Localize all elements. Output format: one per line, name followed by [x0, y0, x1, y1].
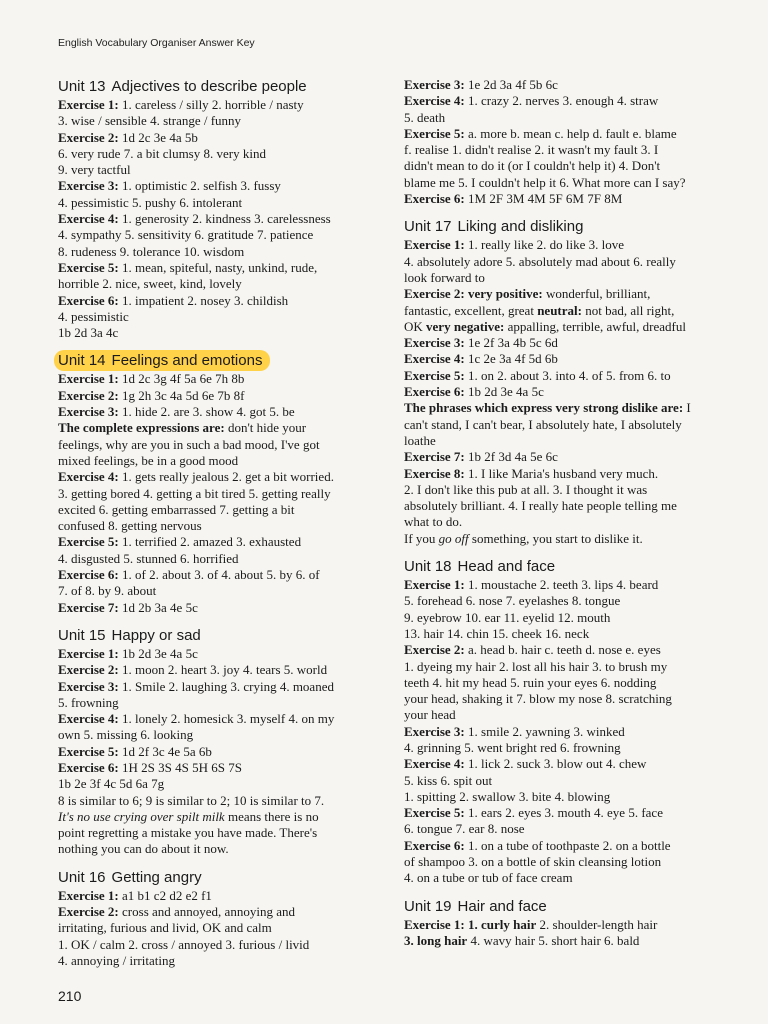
unit-title: Adjectives to describe people: [111, 78, 307, 95]
answer-text: what to do.: [404, 514, 463, 530]
answer-line: [58, 711, 393, 727]
answer-text: 4. absolutely adore 5. absolutely mad about 6. really: [404, 253, 676, 269]
answer-line: [404, 724, 740, 740]
answer-text: 1H 2S 3S 4S 5H 6S 7S: [118, 759, 242, 775]
answer-text: 1. OK / calm 2. cross / annoyed 3. furious / livid: [58, 936, 310, 952]
answer-line: [404, 821, 740, 837]
answer-line: [404, 691, 740, 707]
answer-text: 1b 2d 3e 4a 5c: [118, 645, 198, 661]
answer-line: [404, 642, 740, 658]
answer-line: [404, 237, 740, 253]
answer-text: confused 8. getting nervous: [58, 518, 202, 534]
unit-number: Unit 15: [58, 626, 106, 644]
answer-text: wonderful, brilliant,: [542, 286, 651, 302]
answer-text: 1. lick 2. suck 3. blow out 4. chew: [464, 756, 647, 772]
answer-text: 3. getting bored 4. getting a bit tired 5. getting really: [58, 485, 331, 501]
exercise-label: Exercise 7:: [58, 599, 119, 615]
answer-line: [58, 744, 393, 760]
answer-text: 1. really like 2. do like 3. love: [464, 237, 624, 253]
unit-heading: [58, 76, 393, 97]
answer-line: [58, 904, 393, 920]
answer-line: [58, 920, 393, 936]
answer-line: [404, 142, 740, 158]
answer-text: 1. hide 2. are 3. show 4. got 5. be: [118, 404, 295, 420]
exercise-label: Exercise 4:: [58, 469, 119, 485]
answer-line: [404, 498, 740, 514]
answer-text: 1g 2h 3c 4a 5d 6e 7b 8f: [118, 387, 245, 403]
answer-text: 1d 2c 3g 4f 5a 6e 7h 8b: [118, 371, 245, 387]
answer-text: 1. spitting 2. swallow 3. bite 4. blowing: [404, 788, 611, 804]
answer-text: nothing you can do about it now.: [58, 841, 229, 857]
answer-line: [404, 319, 740, 335]
answer-text: 1. ears 2. eyes 3. mouth 4. eye 5. face: [464, 805, 663, 821]
exercise-label: very negative:: [426, 318, 505, 334]
answer-line: [404, 466, 740, 482]
answer-line: [58, 727, 393, 743]
answer-line: [58, 162, 393, 178]
exercise-label: Exercise 3:: [404, 77, 465, 92]
answer-line: [404, 384, 740, 400]
answer-text: 1. crazy 2. nerves 3. enough 4. straw: [464, 93, 659, 109]
answer-line: [58, 146, 393, 162]
answer-text: point regretting a mistake you have made. There's: [58, 825, 318, 841]
answer-text: something, you start to dislike it.: [468, 530, 643, 546]
answer-line: [58, 646, 393, 662]
exercise-label: The phrases which express very strong dislike are:: [404, 400, 684, 416]
answer-text: 1. smile 2. yawning 3. winked: [464, 723, 625, 739]
answer-text: 1. mean, spiteful, nasty, unkind, rude,: [118, 259, 318, 275]
answer-text: 4. pessimistic 5. pushy 6. intolerant: [58, 194, 243, 210]
answer-line: [58, 276, 393, 292]
answer-line: [58, 567, 393, 583]
exercise-label: Exercise 3:: [58, 178, 119, 194]
answer-line: [58, 404, 393, 420]
answer-text: 4. on a tube or tub of face cream: [404, 870, 573, 886]
answer-text: If you: [404, 530, 439, 546]
answer-line: [58, 486, 393, 502]
answer-line: [58, 97, 393, 113]
exercise-label: Exercise 2:: [58, 904, 119, 920]
answer-text: 1. of 2. about 3. of 4. about 5. by 6. of: [118, 567, 320, 583]
answer-line: [404, 854, 740, 870]
answer-line: [58, 388, 393, 404]
answer-line: [404, 659, 740, 675]
answer-text: 1. moustache 2. teeth 3. lips 4. beard: [464, 577, 659, 593]
answer-line: [58, 325, 393, 341]
answer-text: 3. wise / sensible 4. strange / funny: [58, 113, 242, 129]
answer-text: look forward to: [404, 269, 485, 285]
answer-line: [404, 126, 740, 142]
exercise-label: Exercise 8:: [404, 465, 465, 481]
answer-text: your head, shaking it 7. blow my nose 8. scratching: [404, 691, 672, 707]
answer-line: [404, 740, 740, 756]
unit-title: Liking and disliking: [457, 218, 584, 236]
exercise-label: 1. curly hair: [468, 916, 537, 932]
answer-line: [404, 158, 740, 174]
exercise-label: Exercise 4:: [58, 711, 119, 727]
answer-text: 1c 2e 3a 4f 5d 6b: [464, 351, 558, 367]
unit-heading: [404, 896, 740, 917]
answer-text: appalling, terrible, awful, dreadful: [504, 318, 686, 334]
exercise-label: Exercise 7:: [404, 449, 465, 465]
italic-phrase: go off: [438, 530, 469, 546]
answer-text: 5. forehead 6. nose 7. eyelashes 8. tongue: [404, 593, 621, 609]
exercise-label: Exercise 6:: [404, 384, 465, 400]
answer-text: 5. death: [404, 109, 446, 125]
answer-text: feelings, why are you in such a bad mood, I've got: [58, 436, 320, 452]
answer-text: 1. dyeing my hair 2. lost all his hair 3. to brush my: [404, 658, 668, 674]
answer-line: [58, 260, 393, 276]
exercise-label: Exercise 3:: [58, 404, 119, 420]
answer-line: [58, 453, 393, 469]
answer-text: 13. hair 14. chin 15. cheek 16. neck: [404, 625, 590, 641]
answer-line: [404, 368, 740, 384]
answer-line: [404, 191, 740, 207]
answer-line: [58, 293, 393, 309]
answer-line: [404, 626, 740, 642]
answer-text: 8. rudeness 9. tolerance 10. wisdom: [58, 243, 245, 259]
unit-heading: [58, 625, 393, 646]
answer-text: didn't mean to do it (or I couldn't help it) 4. Don't: [404, 158, 661, 174]
answer-text: 9. very tactful: [58, 162, 131, 178]
answer-text: of shampoo 3. on a bottle of skin cleansing lotion: [404, 854, 662, 870]
answer-line: [404, 433, 740, 449]
exercise-label: Exercise 1:: [58, 371, 119, 387]
unit-heading: [404, 216, 740, 237]
answer-text: teeth 4. hit my head 5. ruin your eyes 6. nodding: [404, 674, 657, 690]
exercise-label: Exercise 4:: [58, 211, 119, 227]
unit-heading: [54, 350, 270, 371]
answer-text: excited 6. getting embarrassed 7. getting a bit: [58, 501, 295, 517]
exercise-label: Exercise 1:: [404, 916, 465, 932]
answer-line: [58, 760, 393, 776]
answer-line: [58, 662, 393, 678]
exercise-label: Exercise 1:: [58, 645, 119, 661]
answer-line: [58, 551, 393, 567]
answer-text: 1. on 2. about 3. into 4. of 5. from 6. to: [464, 367, 671, 383]
answer-line: [404, 175, 740, 191]
answer-line: [58, 309, 393, 325]
answer-text: horrible 2. nice, sweet, kind, lovely: [58, 276, 242, 292]
answer-text: mixed feelings, be in a good mood: [58, 452, 239, 468]
answer-text: fantastic, excellent, great: [404, 302, 538, 318]
unit-heading: [404, 556, 740, 577]
answer-line: [404, 610, 740, 626]
answer-text: f. realise 1. didn't realise 2. it wasn't my fault 3. I: [404, 142, 659, 158]
answer-line: [58, 793, 393, 809]
exercise-label: 3. long hair: [404, 932, 468, 948]
exercise-label: Exercise 2:: [58, 387, 119, 403]
answer-line: [58, 679, 393, 695]
highlighted-heading-wrap: [58, 350, 393, 371]
answer-text: not bad, all right,: [581, 302, 675, 318]
answer-text: loathe: [404, 432, 436, 448]
answer-line: [58, 244, 393, 260]
exercise-label: neutral:: [537, 302, 582, 318]
answer-line: [58, 437, 393, 453]
answer-text: means there is no: [224, 808, 319, 824]
exercise-label: Exercise 1:: [404, 237, 465, 253]
answer-line: [58, 841, 393, 857]
answer-line: [58, 227, 393, 243]
answer-line: [58, 953, 393, 969]
answer-text: 4. wavy hair 5. short hair 6. bald: [467, 932, 640, 948]
exercise-label: Exercise 3:: [404, 335, 465, 351]
answer-text: 4. grinning 5. went bright red 6. frowning: [404, 739, 621, 755]
answer-line: [58, 113, 393, 129]
answer-text: 1. I like Maria's husband very much.: [464, 465, 659, 481]
answer-line: [404, 514, 740, 530]
exercise-label: The complete expressions are:: [58, 420, 225, 436]
answer-text: 1b 2f 3d 4a 5e 6c: [464, 449, 558, 465]
answer-text: can't stand, I can't bear, I absolutely hate, I absolutely: [404, 416, 682, 432]
answer-text: 1d 2f 3c 4e 5a 6b: [118, 743, 212, 759]
answer-line: [58, 695, 393, 711]
answer-line: [404, 303, 740, 319]
answer-line: [404, 417, 740, 433]
exercise-label: Exercise 5:: [404, 805, 465, 821]
exercise-label: Exercise 1:: [404, 577, 465, 593]
answer-text: a. head b. hair c. teeth d. nose e. eyes: [464, 642, 661, 658]
answer-line: [58, 937, 393, 953]
answer-text: 4. pessimistic: [58, 308, 129, 324]
exercise-label: Exercise 6:: [58, 759, 119, 775]
answer-text: 1. terrified 2. amazed 3. exhausted: [118, 534, 302, 550]
unit-heading: [58, 867, 393, 888]
exercise-label: Exercise 2:: [404, 642, 465, 658]
exercise-label: Exercise 3:: [58, 678, 119, 694]
answer-text: 8 is similar to 6; 9 is similar to 2; 10 is similar to 7.: [58, 792, 325, 808]
exercise-label: Exercise 4:: [404, 756, 465, 772]
answer-line: [404, 917, 740, 933]
answer-line: [58, 534, 393, 550]
answer-text: 1. Smile 2. laughing 3. crying 4. moaned: [118, 678, 334, 694]
answer-line: [58, 469, 393, 485]
answer-text: 1. generosity 2. kindness 3. carelessness: [118, 211, 331, 227]
answer-line: [404, 933, 740, 949]
unit-number: Unit 19: [404, 897, 452, 915]
answer-line: [404, 773, 740, 789]
exercise-label: Exercise 2:: [58, 662, 119, 678]
answer-text: 1. careless / silly 2. horrible / nasty: [118, 97, 304, 112]
exercise-label: Exercise 1:: [58, 97, 119, 112]
exercise-label: Exercise 4:: [404, 93, 465, 109]
running-head: English Vocabulary Organiser Answer Key: [58, 37, 255, 49]
answer-text: 9. eyebrow 10. ear 11. eyelid 12. mouth: [404, 609, 611, 625]
answer-line: [404, 449, 740, 465]
answer-line: [404, 707, 740, 723]
unit-number: Unit 14: [58, 352, 106, 370]
unit-title: Hair and face: [457, 897, 547, 915]
answer-line: [404, 838, 740, 854]
unit-title: Getting angry: [111, 868, 202, 886]
answer-line: [404, 870, 740, 886]
exercise-label: Exercise 6:: [58, 292, 119, 308]
exercise-label: Exercise 6:: [58, 567, 119, 583]
answer-text: 1e 2d 3a 4f 5b 6c: [464, 77, 558, 92]
answer-text: 4. disgusted 5. stunned 6. horrified: [58, 550, 239, 566]
exercise-label: Exercise 2:: [58, 129, 119, 145]
answer-line: [404, 593, 740, 609]
answer-line: [58, 583, 393, 599]
italic-phrase: It's no use crying over spilt milk: [58, 808, 225, 824]
answer-text: 6. very rude 7. a bit clumsy 8. very kind: [58, 145, 266, 161]
right-column: [404, 77, 740, 949]
answer-line: [58, 178, 393, 194]
answer-line: [58, 211, 393, 227]
answer-line: [58, 809, 393, 825]
unit-number: Unit 17: [404, 218, 452, 236]
answer-line: [58, 130, 393, 146]
answer-text: don't hide your: [224, 420, 307, 436]
exercise-label: Exercise 1:: [58, 887, 119, 903]
answer-line: [58, 600, 393, 616]
answer-line: [58, 502, 393, 518]
exercise-label: Exercise 6:: [404, 837, 465, 853]
answer-text: a. more b. mean c. help d. fault e. blame: [464, 125, 677, 141]
answer-text: 5. kiss 6. spit out: [404, 772, 493, 788]
answer-text: 2. I don't like this pub at all. 3. I thought it was: [404, 481, 648, 497]
answer-text: a1 b1 c2 d2 e2 f1: [118, 887, 212, 903]
answer-text: 1b 2e 3f 4c 5d 6a 7g: [58, 776, 165, 792]
answer-line: [58, 825, 393, 841]
answer-text: own 5. missing 6. looking: [58, 727, 194, 743]
answer-text: your head: [404, 707, 456, 723]
exercise-label: Exercise 5:: [58, 743, 119, 759]
answer-line: [404, 77, 740, 93]
answer-text: OK: [404, 318, 427, 334]
answer-text: 1. lonely 2. homesick 3. myself 4. on my: [118, 711, 335, 727]
answer-line: [58, 888, 393, 904]
answer-text: 1b 2d 3a 4c: [58, 325, 119, 341]
answer-line: [58, 776, 393, 792]
page-number: 210: [58, 988, 82, 1004]
exercise-label: Exercise 5:: [404, 367, 465, 383]
unit-number: Unit 18: [404, 558, 452, 576]
unit-title: Feelings and emotions: [111, 352, 263, 370]
exercise-label: Exercise 6:: [404, 191, 465, 207]
answer-text: irritating, furious and livid, OK and calm: [58, 920, 272, 936]
answer-text: cross and annoyed, annoying and: [118, 904, 295, 920]
exercise-label: Exercise 3:: [404, 723, 465, 739]
answer-line: [404, 400, 740, 416]
left-column: [58, 76, 393, 969]
answer-text: 1. impatient 2. nosey 3. childish: [118, 292, 289, 308]
exercise-label: Exercise 2: very positive:: [404, 286, 543, 302]
answer-text: 1M 2F 3M 4M 5F 6M 7F 8M: [464, 191, 623, 207]
answer-line: [404, 270, 740, 286]
answer-line: [404, 756, 740, 772]
answer-text: 1. moon 2. heart 3. joy 4. tears 5. world: [118, 662, 328, 678]
answer-line: [58, 195, 393, 211]
answer-line: [404, 351, 740, 367]
answer-text: 1. optimistic 2. selfish 3. fussy: [118, 178, 281, 194]
unit-title: Happy or sad: [111, 626, 201, 644]
exercise-label: Exercise 5:: [404, 125, 465, 141]
answer-text: 1d 2c 3e 4a 5b: [118, 129, 198, 145]
answer-line: [404, 531, 740, 547]
answer-text: absolutely brilliant. 4. I really hate people telling me: [404, 498, 677, 514]
answer-text: 6. tongue 7. ear 8. nose: [404, 821, 525, 837]
answer-line: [404, 577, 740, 593]
answer-line: [404, 789, 740, 805]
answer-line: [58, 371, 393, 387]
answer-line: [58, 518, 393, 534]
answer-text: 1e 2f 3a 4b 5c 6d: [464, 335, 558, 351]
answer-text: 5. frowning: [58, 694, 119, 710]
unit-title: Head and face: [457, 558, 556, 576]
answer-text: 1. gets really jealous 2. get a bit worried.: [118, 469, 334, 485]
unit-number: Unit 16: [58, 868, 106, 886]
answer-text: I: [683, 400, 691, 416]
exercise-label: Exercise 5:: [58, 259, 119, 275]
answer-text: 1d 2b 3a 4e 5c: [118, 599, 198, 615]
exercise-label: Exercise 5:: [58, 534, 119, 550]
answer-text: 4. annoying / irritating: [58, 952, 175, 968]
answer-line: [404, 805, 740, 821]
answer-text: 4. sympathy 5. sensitivity 6. gratitude 7. patience: [58, 227, 314, 243]
answer-line: [404, 110, 740, 126]
answer-line: [404, 93, 740, 109]
answer-text: 7. of 8. by 9. about: [58, 583, 157, 599]
answer-line: [58, 420, 393, 436]
answer-line: [404, 482, 740, 498]
answer-text: 2. shoulder-length hair: [536, 916, 658, 932]
answer-line: [404, 335, 740, 351]
answer-text: 1b 2d 3e 4a 5c: [464, 384, 544, 400]
answer-text: blame me 5. I couldn't help it 6. What more can I say?: [404, 174, 686, 190]
unit-number: Unit 13: [58, 78, 106, 95]
answer-line: [404, 675, 740, 691]
answer-line: [404, 286, 740, 302]
answer-line: [404, 254, 740, 270]
answer-text: 1. on a tube of toothpaste 2. on a bottle: [464, 837, 671, 853]
exercise-label: Exercise 4:: [404, 351, 465, 367]
